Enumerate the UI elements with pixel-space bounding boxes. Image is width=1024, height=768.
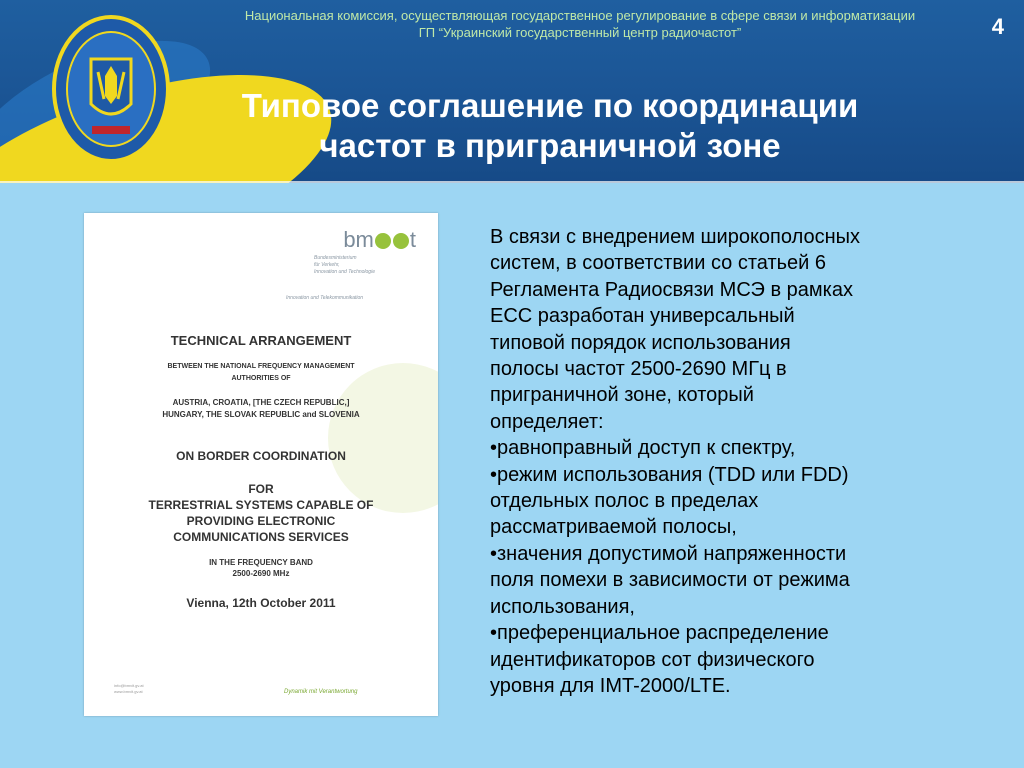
organization-name: Национальная комиссия, осуществляющая государственное регулирование в сфере связи и информатизации bbox=[244, 8, 916, 23]
document-cover-image bbox=[84, 213, 438, 716]
logo-text-prefix: bm bbox=[343, 227, 374, 252]
purpose-line: FOR bbox=[248, 482, 274, 496]
logo-text-suffix: t bbox=[409, 227, 416, 252]
body-line: отдельных полос в пределах bbox=[490, 490, 759, 513]
band-line: IN THE FREQUENCY BAND bbox=[209, 558, 313, 567]
bmvit-logo bbox=[343, 227, 416, 253]
slide-title bbox=[170, 86, 930, 166]
purpose-line: TERRESTRIAL SYSTEMS CAPABLE OF bbox=[148, 498, 374, 512]
body-line: уровня для IMT-2000/LTE. bbox=[490, 674, 731, 697]
logo-circle-icon bbox=[393, 233, 409, 249]
countries-line: AUSTRIA, CROATIA, [THE CZECH REPUBLIC,] bbox=[172, 398, 350, 407]
body-line: Регламента Радиосвязи МСЭ в рамках bbox=[490, 278, 853, 301]
slide-title-line-1: Типовое соглашение по координации bbox=[241, 87, 859, 124]
body-line: поля помехи в зависимости от режима bbox=[490, 569, 850, 592]
body-line: типовой порядок использования bbox=[490, 331, 791, 354]
slide-number: 4 bbox=[991, 14, 1004, 39]
footer-line: info@bmvit.gv.at bbox=[114, 683, 144, 688]
between-line: AUTHORITIES OF bbox=[231, 375, 291, 382]
header-divider bbox=[0, 181, 1024, 183]
body-line: приграничной зоне, который bbox=[490, 384, 754, 407]
purpose-line: PROVIDING ELECTRONIC bbox=[186, 514, 336, 528]
slide-title-line-2: частот в приграничной зоне bbox=[319, 127, 781, 164]
body-line: систем, в соответствии со статьей 6 bbox=[490, 252, 827, 275]
document-purpose bbox=[84, 481, 438, 545]
purpose-line: COMMUNICATIONS SERVICES bbox=[173, 530, 349, 544]
document-subject: ON BORDER COORDINATION bbox=[176, 449, 346, 463]
bullet-line: •преференциальное распределение bbox=[490, 622, 829, 645]
ministry-tagline: Innovation und Telekommunikation bbox=[286, 295, 364, 301]
slide-body-text bbox=[490, 224, 990, 699]
document-heading: TECHNICAL ARRANGEMENT bbox=[170, 333, 352, 348]
logo-circle-icon bbox=[375, 233, 391, 249]
footer-line: www.bmvit.gv.at bbox=[114, 689, 143, 694]
band-line: 2500-2690 MHz bbox=[232, 569, 290, 578]
ministry-name bbox=[314, 255, 424, 276]
document-footer-slogan: Dynamik mit Verantwortung bbox=[284, 689, 358, 695]
bullet-line: •значения допустимой напряженности bbox=[490, 542, 847, 565]
countries-line: HUNGARY, THE SLOVAK REPUBLIC and SLOVENIA bbox=[162, 410, 360, 419]
body-line: идентификаторов сот физического bbox=[490, 648, 815, 671]
organization-subtitle: ГП “Украинский государственный центр радиочастот” bbox=[418, 25, 742, 40]
ministry-line: für Verkehr, bbox=[314, 262, 340, 268]
ministry-line: Innovation und Technologie bbox=[314, 269, 375, 275]
bullet-line: •равноправный доступ к спектру, bbox=[490, 437, 796, 460]
body-line: В связи с внедрением широкополосных bbox=[490, 226, 861, 248]
document-place-date: Vienna, 12th October 2011 bbox=[186, 596, 336, 610]
body-line: использования, bbox=[490, 595, 635, 618]
body-line: полосы частот 2500-2690 МГц в bbox=[490, 358, 787, 381]
body-line: рассматриваемой полосы, bbox=[490, 516, 737, 539]
body-line: ЕСС разработан универсальный bbox=[490, 305, 795, 328]
bullet-line: •режим использования (TDD или FDD) bbox=[490, 463, 849, 486]
body-line: определяет: bbox=[490, 410, 604, 433]
ministry-line: Bundesministerium bbox=[314, 255, 357, 261]
document-footer-contacts bbox=[114, 683, 144, 695]
document-band bbox=[84, 557, 438, 579]
document-between bbox=[84, 361, 438, 385]
between-line: BETWEEN THE NATIONAL FREQUENCY MANAGEMENT bbox=[167, 363, 355, 370]
document-countries bbox=[84, 397, 438, 421]
